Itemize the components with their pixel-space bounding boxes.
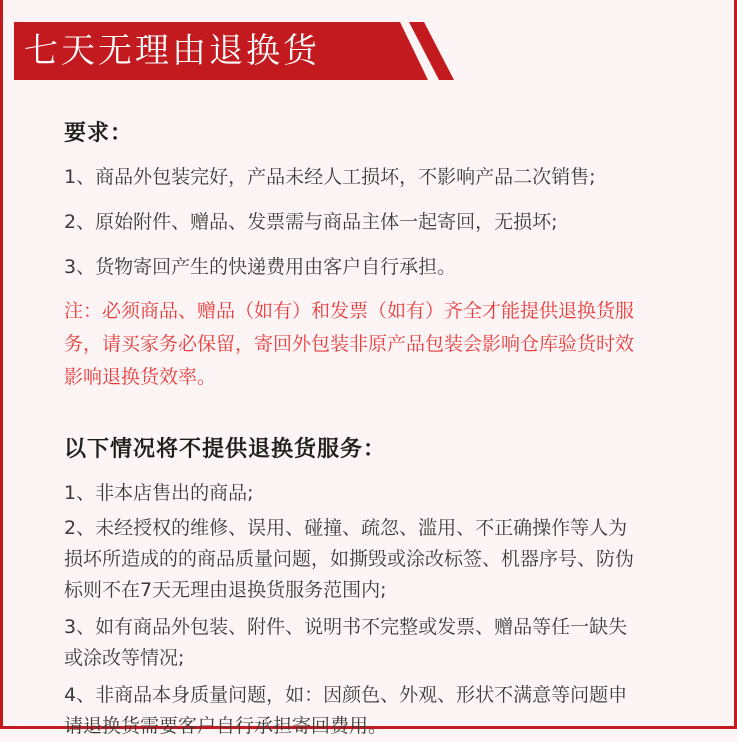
exclusion-line: 1、非本店售出的商品; — [64, 482, 254, 504]
exclusion-line: 损坏所造成的的商品质量问题，如撕毁或涂改标签、机器序号、防伪 — [64, 548, 635, 570]
exclusion-item-2 — [64, 513, 704, 606]
policy-content — [64, 116, 704, 742]
note-line: 务，请买家务必保留，寄回外包装非原产品包装会影响仓库验货时效 — [64, 333, 635, 355]
note-line: 影响退换货效率。 — [64, 366, 217, 388]
exclusion-line: 或涂改等情况; — [64, 647, 185, 669]
banner-title: 七天无理由退换货 — [24, 31, 320, 71]
requirement-item-3: 3、货物寄回产生的快递费用由客户自行承担。 — [64, 256, 457, 278]
exclusion-line: 3、如有商品外包装、附件、说明书不完整或发票、赠品等任一缺失 — [64, 616, 628, 638]
exclusion-line: 请退换货需要客户自行承担寄回费用。 — [64, 715, 388, 737]
exclusion-item-3 — [64, 612, 704, 674]
exclusion-line: 标则不在7天无理由退换货服务范围内; — [64, 579, 387, 601]
title-banner — [14, 22, 454, 80]
note-line: 注：必须商品、赠品（如有）和发票（如有）齐全才能提供退换货服 — [64, 300, 635, 322]
requirement-item-1: 1、商品外包装完好，产品未经人工损坏，不影响产品二次销售; — [64, 166, 596, 188]
exclusion-item-4 — [64, 680, 704, 742]
exclusion-item-1 — [64, 478, 704, 509]
exclusion-line: 2、未经授权的维修、误用、碰撞、疏忽、滥用、不正确操作等人为 — [64, 517, 628, 539]
requirements-note — [64, 295, 704, 394]
requirements-heading: 要求： — [64, 121, 134, 146]
requirement-item-2: 2、原始附件、赠品、发票需与商品主体一起寄回，无损坏; — [64, 211, 558, 233]
exclusions-heading: 以下情况将不提供退换货服务： — [64, 437, 387, 462]
exclusion-line: 4、非商品本身质量问题，如：因颜色、外观、形状不满意等问题申 — [64, 684, 628, 706]
